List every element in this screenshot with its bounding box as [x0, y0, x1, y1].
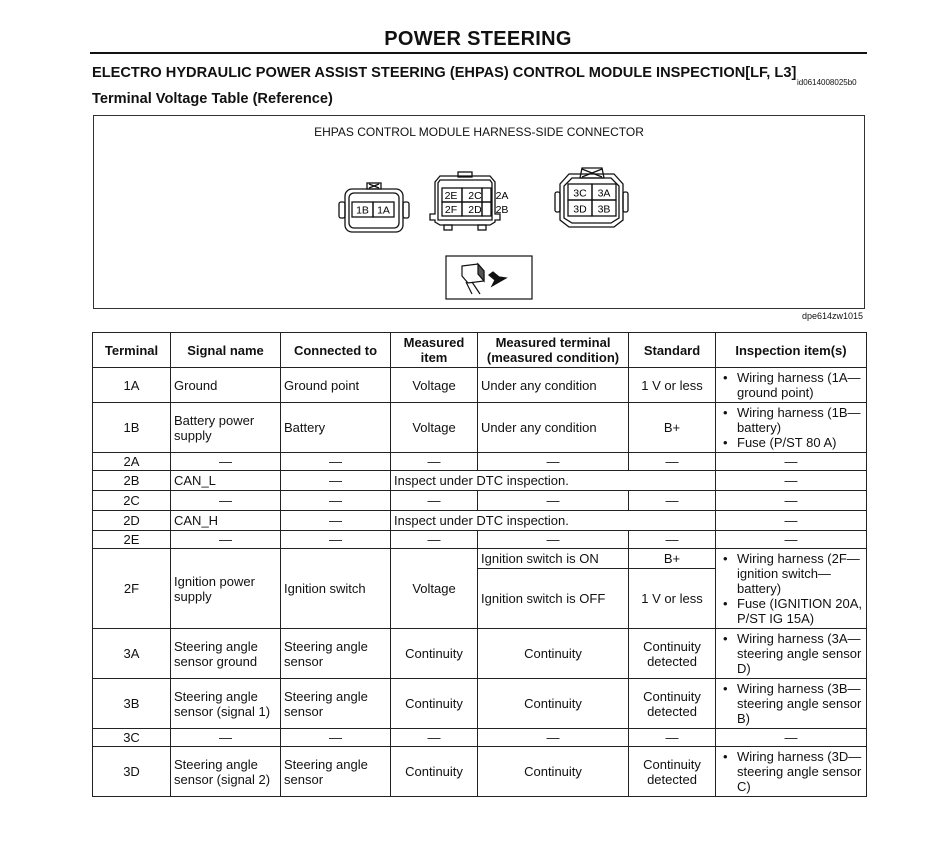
connector-3-pin: 3A	[597, 187, 611, 200]
inspection-item: • Wiring harness (3A—steering angle sensor D)	[731, 631, 863, 676]
dash-cell: —	[478, 531, 629, 549]
connector-2-pin: 2B	[495, 204, 509, 216]
inspection-cell	[716, 629, 867, 679]
table-header-row	[93, 333, 867, 368]
note-cell: Inspect under DTC inspection.	[391, 471, 716, 491]
inspection-cell	[716, 403, 867, 453]
terminal-cell: 3C	[93, 729, 171, 747]
condition-cell: Ignition switch is ON	[478, 549, 629, 569]
section-title: ELECTRO HYDRAULIC POWER ASSIST STEERING (EHPAS) CONTROL MODULE INSPECTION[LF, L3]	[92, 65, 797, 81]
table-row	[93, 747, 867, 797]
signal-cell: Battery power supply	[171, 403, 281, 453]
terminal-cell: 2D	[93, 511, 171, 531]
dash-cell: —	[478, 729, 629, 747]
inspection-cell	[716, 747, 867, 797]
table-row	[93, 729, 867, 747]
page-title: POWER STEERING	[384, 28, 572, 50]
signal-cell: CAN_H	[171, 511, 281, 531]
connected-cell: Ignition switch	[281, 549, 391, 629]
connector-1	[339, 183, 409, 232]
signal-cell: Steering angle sensor (signal 1)	[171, 679, 281, 729]
dash-cell: —	[171, 453, 281, 471]
condition-cell: Under any condition	[478, 403, 629, 453]
measured-cell: Continuity	[391, 629, 478, 679]
connected-cell: Steering angle sensor	[281, 747, 391, 797]
inspection-item: • Wiring harness (3B—steering angle sensor B)	[731, 681, 863, 726]
standard-cell: Continuity detected	[629, 629, 716, 679]
table-row	[93, 471, 867, 491]
condition-cell: Continuity	[478, 747, 629, 797]
dash-cell: —	[281, 491, 391, 511]
connector-2	[430, 172, 500, 230]
standard-cell: 1 V or less	[629, 368, 716, 403]
table-row	[93, 453, 867, 471]
dash-cell: —	[629, 531, 716, 549]
inspection-item: • Wiring harness (3D—steering angle sensor C)	[731, 749, 863, 794]
terminal-cell: 2F	[93, 549, 171, 629]
signal-cell: Steering angle sensor (signal 2)	[171, 747, 281, 797]
column-header: Measured terminal (measured condition)	[478, 333, 629, 368]
condition-cell: Under any condition	[478, 368, 629, 403]
standard-cell: Continuity detected	[629, 679, 716, 729]
figure-id: dpe614zw1015	[802, 311, 864, 321]
terminal-cell: 1A	[93, 368, 171, 403]
table-row	[93, 629, 867, 679]
connector-3-pin: 3B	[597, 203, 611, 216]
dash-cell: —	[281, 729, 391, 747]
connector-3	[555, 168, 628, 227]
signal-cell: Ignition power supply	[171, 549, 281, 629]
dash-cell: —	[629, 491, 716, 511]
title-rule	[90, 52, 867, 54]
column-header: Standard	[629, 333, 716, 368]
connector-3-pin: 3C	[573, 187, 587, 200]
dash-cell: —	[478, 453, 629, 471]
dash-cell: —	[391, 453, 478, 471]
column-header: Connected to	[281, 333, 391, 368]
sub-title: Terminal Voltage Table (Reference)	[92, 91, 333, 107]
connected-cell: Ground point	[281, 368, 391, 403]
dash-cell: —	[281, 471, 391, 491]
inspection-item: • Wiring harness (1B—battery)	[731, 405, 863, 435]
dash-cell: —	[478, 491, 629, 511]
connected-cell: Battery	[281, 403, 391, 453]
dash-cell: —	[281, 531, 391, 549]
connector-3-pin: 3D	[573, 203, 587, 216]
measured-cell: Voltage	[391, 549, 478, 629]
column-header: Measured item	[391, 333, 478, 368]
connector-2-pin: 2A	[495, 190, 509, 202]
dash-cell: —	[629, 453, 716, 471]
terminal-cell: 3B	[93, 679, 171, 729]
inspection-cell	[716, 679, 867, 729]
table-row	[93, 491, 867, 511]
table-row	[93, 679, 867, 729]
condition-cell: Continuity	[478, 679, 629, 729]
connector-2-pin: 2F	[444, 204, 458, 216]
connector-diagram	[94, 116, 864, 308]
inspection-item: • Wiring harness (1A—ground point)	[731, 370, 863, 400]
connected-cell: Steering angle sensor	[281, 629, 391, 679]
inspection-cell	[716, 549, 867, 629]
dash-cell: —	[171, 531, 281, 549]
connector-figure	[93, 115, 865, 309]
table-row	[93, 531, 867, 549]
view-direction-inset	[446, 256, 532, 299]
dash-cell: —	[716, 471, 867, 491]
dash-cell: —	[171, 491, 281, 511]
figure-caption: EHPAS CONTROL MODULE HARNESS-SIDE CONNECTOR	[314, 125, 644, 139]
inspection-cell	[716, 368, 867, 403]
inspection-item: • Fuse (IGNITION 20A, P/ST IG 15A)	[731, 596, 863, 626]
condition-cell: Ignition switch is OFF	[478, 569, 629, 629]
condition-cell: Continuity	[478, 629, 629, 679]
terminal-cell: 3A	[93, 629, 171, 679]
standard-cell: Continuity detected	[629, 747, 716, 797]
table-row	[93, 368, 867, 403]
terminal-voltage-table	[92, 332, 867, 797]
dash-cell: —	[716, 511, 867, 531]
connected-cell: Steering angle sensor	[281, 679, 391, 729]
doc-id: id0614008025b0	[797, 78, 857, 87]
table-row	[93, 549, 867, 569]
dash-cell: —	[171, 729, 281, 747]
standard-cell: 1 V or less	[629, 569, 716, 629]
signal-cell: Ground	[171, 368, 281, 403]
dash-cell: —	[391, 729, 478, 747]
terminal-cell: 2C	[93, 491, 171, 511]
dash-cell: —	[391, 491, 478, 511]
connector-2-pin: 2E	[444, 190, 458, 202]
note-cell: Inspect under DTC inspection.	[391, 511, 716, 531]
measured-cell: Voltage	[391, 368, 478, 403]
dash-cell: —	[391, 531, 478, 549]
column-header: Signal name	[171, 333, 281, 368]
signal-cell: CAN_L	[171, 471, 281, 491]
measured-cell: Continuity	[391, 679, 478, 729]
column-header: Inspection item(s)	[716, 333, 867, 368]
terminal-cell: 2A	[93, 453, 171, 471]
column-header: Terminal	[93, 333, 171, 368]
inspection-item: • Fuse (P/ST 80 A)	[731, 435, 863, 450]
dash-cell: —	[716, 453, 867, 471]
dash-cell: —	[281, 511, 391, 531]
dash-cell: —	[716, 491, 867, 511]
measured-cell: Voltage	[391, 403, 478, 453]
terminal-cell: 2B	[93, 471, 171, 491]
dash-cell: —	[281, 453, 391, 471]
table-row	[93, 403, 867, 453]
terminal-cell: 2E	[93, 531, 171, 549]
connector-2-pin: 2D	[468, 204, 482, 216]
standard-cell: B+	[629, 549, 716, 569]
dash-cell: —	[716, 729, 867, 747]
standard-cell: B+	[629, 403, 716, 453]
dash-cell: —	[716, 531, 867, 549]
signal-cell: Steering angle sensor ground	[171, 629, 281, 679]
dash-cell: —	[629, 729, 716, 747]
terminal-cell: 3D	[93, 747, 171, 797]
connector-2-pin: 2C	[468, 190, 482, 202]
table-row	[93, 511, 867, 531]
inspection-item: • Wiring harness (2F—ignition switch—battery)	[731, 551, 863, 596]
terminal-cell: 1B	[93, 403, 171, 453]
connector-1-pin: 1A	[377, 204, 390, 217]
measured-cell: Continuity	[391, 747, 478, 797]
connector-1-pin: 1B	[356, 204, 369, 217]
